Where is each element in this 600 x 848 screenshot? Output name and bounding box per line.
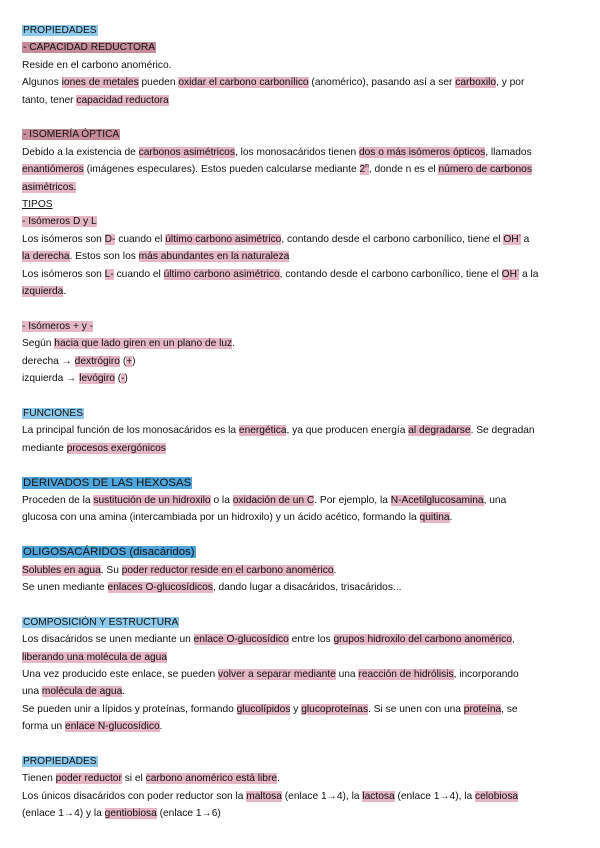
document-page	[22, 22, 578, 823]
highlight: carbonos asimétricos	[138, 146, 235, 158]
highlight: capacidad reductora	[76, 94, 169, 106]
paragraph-line	[22, 649, 578, 666]
heading-text: - CAPACIDAD REDUCTORA	[23, 42, 156, 54]
section-heading-oligosacaridos	[22, 544, 578, 561]
highlight: reacción de hidrólisis	[358, 668, 454, 680]
section-heading-propiedades-2	[22, 753, 578, 770]
highlight: último carbono asimétrico	[163, 268, 280, 280]
paragraph-line: izquierda → levógiro (-)	[22, 373, 128, 385]
paragraph-line: Los isómeros son D- cuando el último carbono asimétrico, contando desde el carbono carbonílico, tiene el OH- a	[22, 232, 530, 245]
highlight: la derecha	[22, 251, 70, 263]
heading-text: PROPIEDADES	[23, 25, 97, 36]
tipos-label: TIPOS	[22, 199, 53, 211]
paragraph-line: derecha → dextrógiro (+)	[22, 355, 136, 367]
highlight: hacia que lado giren en un plano de luz	[54, 338, 233, 350]
paragraph-line: Tienen poder reductor si el carbono anomérico está libre.	[22, 773, 280, 785]
highlight: volver a separar mediante	[217, 668, 336, 680]
highlight: poder reductor	[55, 773, 122, 785]
highlight: al degradarse	[408, 425, 471, 437]
highlight: procesos exergónicos	[66, 442, 166, 454]
highlight: gentiobiosa	[104, 808, 157, 820]
highlight: maltosa	[246, 790, 282, 802]
highlight: dextrógiro	[74, 355, 120, 367]
heading-text: DERIVADOS DE LAS HEXOSAS	[23, 476, 192, 489]
subheading-isomeros-mas-menos	[22, 318, 578, 335]
paragraph-line: izquierda.	[22, 286, 67, 298]
paragraph-line: Una vez producido este enlace, se pueden volver a separar mediante una reacción de hidrólisis, incorporando	[22, 668, 519, 680]
highlight: más abundantes en la naturaleza	[138, 251, 290, 263]
heading-text: FUNCIONES	[23, 407, 83, 419]
highlight: último carbono asimétrico	[165, 233, 282, 245]
highlight: liberando una molécula de agua	[22, 651, 167, 663]
highlight: enlace N-glucosídico	[65, 721, 160, 733]
highlight: N-Acetilglucosamina	[390, 494, 484, 506]
paragraph-line: Los isómeros son L- cuando el último carbono asimétrico, contando desde el carbono carbonílico, tiene el OH- a la	[22, 267, 539, 280]
highlight: enantiómeros	[22, 164, 84, 176]
highlight: grupos hidroxilo del carbono anomérico	[333, 634, 512, 646]
subheading-isomeria-optica	[22, 126, 578, 143]
paragraph-line: La principal función de los monosacáridos es la energética, ya que producen energía al degradarse. Se degradan	[22, 425, 535, 437]
section-heading-funciones	[22, 405, 578, 422]
highlight: levógiro	[79, 373, 115, 385]
paragraph-line: una molécula de agua.	[22, 686, 126, 698]
paragraph-line: la derecha. Estos son los más abundantes en la naturaleza	[22, 251, 290, 263]
highlight: proteína	[463, 703, 502, 715]
highlight: quitina	[419, 512, 450, 524]
highlight: D-	[104, 233, 116, 245]
paragraph-line: forma un enlace N-glucosídico.	[22, 721, 163, 733]
highlight: OH-	[503, 232, 521, 245]
highlight: - Isómeros + y -	[22, 320, 94, 332]
highlight: carboxilo	[455, 77, 497, 89]
highlight: iones de metales	[61, 77, 139, 89]
paragraph-line: (enlace 1→4) y la gentiobiosa (enlace 1→6)	[22, 808, 221, 820]
heading-text: COMPOSICIÓN Y ESTRUCTURA	[23, 616, 179, 628]
paragraph-line: glucosa con una amina (intercambiada por un hidroxilo) y un ácido acético, formando la quitina.	[22, 512, 453, 524]
highlight: carbono anomérico está libre	[145, 773, 278, 785]
highlight: oxidar el carbono carbonílico	[178, 77, 309, 89]
highlight: glucolípidos	[236, 703, 291, 715]
section-heading-composicion	[22, 614, 578, 631]
paragraph-line: Se pueden unir a lípidos y proteínas, formando glucolípidos y glucoproteínas. Si se unen con una proteína, se	[22, 703, 518, 715]
highlight: L-	[104, 268, 114, 280]
paragraph-line: Reside en el carbono anomérico.	[22, 59, 172, 71]
paragraph-line: Proceden de la sustitución de un hidroxilo o la oxidación de un C. Por ejemplo, la N-Acetilglucosamina, una	[22, 494, 507, 506]
highlight: poder reductor reside en el carbono anomérico	[121, 564, 334, 576]
paragraph-line: Según hacia que lado giren en un plano de luz.	[22, 338, 235, 350]
highlight: +	[126, 355, 133, 367]
paragraph-line: enantiómeros (imágenes especulares). Estos pueden calcularse mediante 2$^n$, donde n es el número de carbonos	[22, 162, 532, 176]
highlight: dos o más isómeros ópticos	[358, 146, 486, 158]
highlight: oxidación de un C	[232, 494, 315, 506]
paragraph-line: Solubles en agua. Su poder reductor reside en el carbono anomérico.	[22, 564, 337, 576]
highlight: sustitución de un hidroxilo	[93, 494, 211, 506]
highlight: lactosa	[362, 790, 395, 802]
paragraph-line: Los disacáridos se unen mediante un enlace O-glucosídico entre los grupos hidroxilo del carbono anomérico,	[22, 634, 515, 646]
subheading-isomeros-d-l	[22, 213, 578, 230]
highlight: energética	[238, 425, 287, 437]
paragraph-line: Los únicos disacáridos con poder reductor son la maltosa (enlace 1→4), la lactosa (enlace 1→4), la celobiosa	[22, 790, 519, 802]
highlight: asimétricos.	[22, 181, 77, 193]
highlight: enlace O-glucosídico	[193, 634, 289, 646]
highlight: celobiosa	[475, 790, 519, 802]
highlight: izquierda	[22, 286, 64, 298]
highlight: enlaces O-glucosídicos	[107, 581, 213, 593]
paragraph-line: tanto, tener capacidad reductora	[22, 94, 169, 106]
paragraph-line: Algunos iones de metales pueden oxidar el carbono carbonílico (anomérico), pasando así a ser carboxilo, y por	[22, 77, 525, 89]
highlight: 2$^n$	[359, 162, 369, 176]
paragraph-line: Debido a la existencia de carbonos asimétricos, los monosacáridos tienen dos o más isómeros ópticos, llamados	[22, 146, 532, 158]
highlight: -	[121, 373, 125, 385]
highlight: Solubles en agua	[22, 564, 101, 576]
section-heading-propiedades	[22, 22, 578, 39]
subheading-capacidad-reductora	[22, 39, 578, 56]
paragraph-line	[22, 179, 578, 196]
highlight: OH-	[501, 267, 520, 280]
highlight: glucoproteínas	[301, 703, 369, 715]
heading-text: OLIGOSACÁRIDOS (disacáridos)	[23, 546, 195, 559]
highlight: - Isómeros D y L	[22, 216, 97, 228]
highlight: número de carbonos	[438, 164, 532, 176]
heading-text: - ISOMERÍA ÓPTICA	[23, 129, 120, 141]
highlight: molécula de agua	[41, 686, 123, 698]
paragraph-line: mediante procesos exergónicos	[22, 442, 166, 454]
section-heading-derivados	[22, 475, 578, 492]
paragraph-line: Se unen mediante enlaces O-glucosídicos, dando lugar a disacáridos, trisacáridos...	[22, 581, 402, 593]
heading-text: PROPIEDADES	[23, 755, 97, 767]
